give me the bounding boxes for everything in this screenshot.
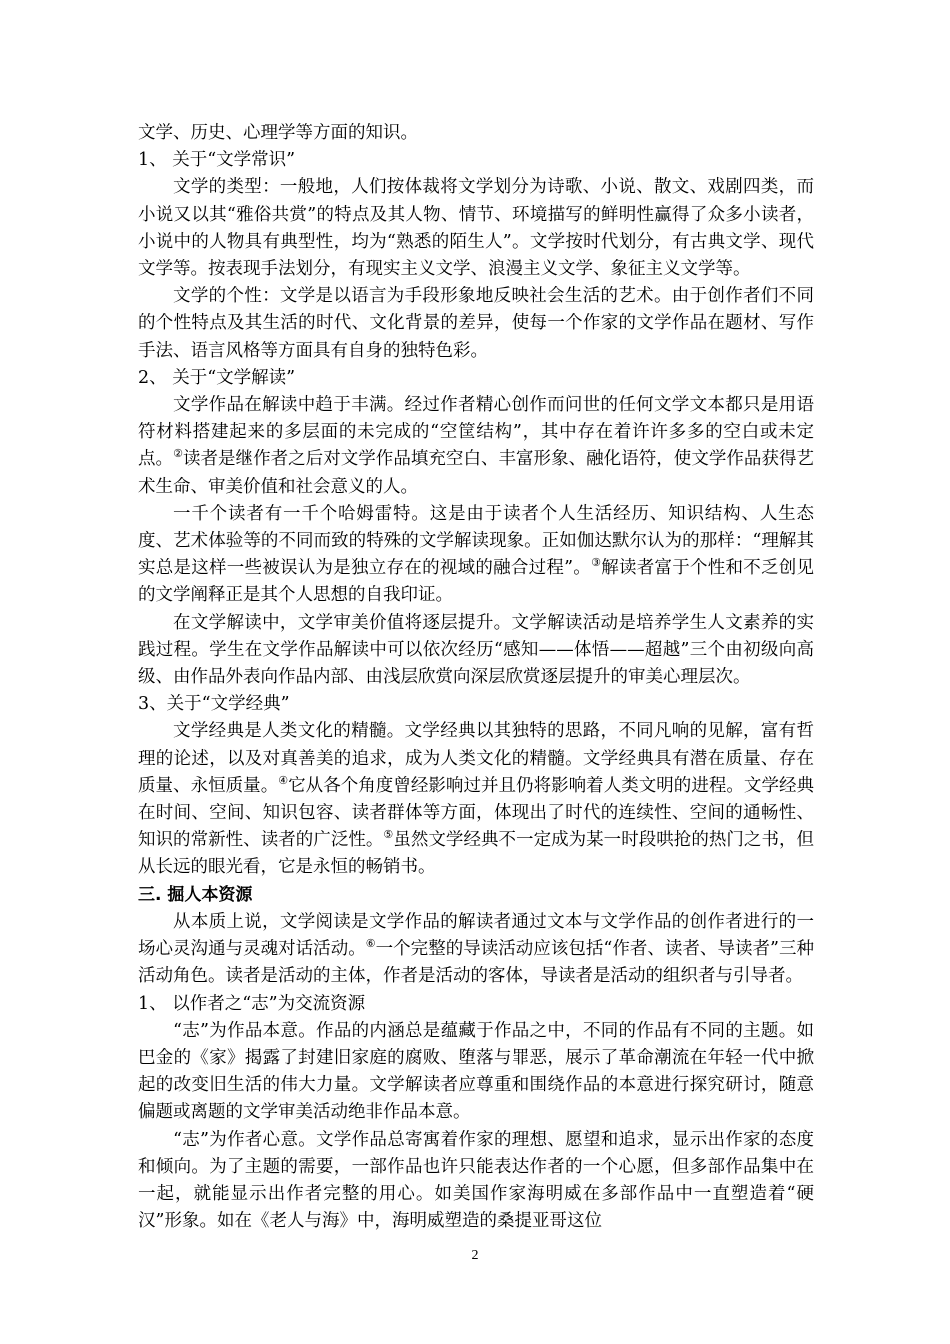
paragraph-aesthetic-value: 在文学解读中，文学审美价值将逐层提升。文学解读活动是培养学生人文素养的实践过程。学生在文学作品解读中可以依次经历“感知——体悟——超越”三个由初级向高级、由作品外表向作品内部、由浅层欣赏向深层欣赏逐层提升的审美心理层次。	[138, 612, 814, 688]
paragraph-continuation: 文学、历史、心理学等方面的知识。	[138, 123, 418, 143]
section-heading-literary-classics: 3、关于“文学经典”	[138, 694, 290, 715]
footnote-ref-6: ⑥	[365, 937, 376, 951]
paragraph-classics-essence: 文学经典是人类文化的精髓。文学经典以其独特的思路，不同凡响的见解，富有哲理的论述，以及对真善美的追求，成为人类文化的精髓。文学经典具有潜在质量、存在质量、永恒质量。④它从各个角度曾经影响过并且仍将影响着人类文明的进程。文学经典在时间、空间、知识包容、读者群体等方面，体现出了时代的连续性、空间的通畅性、知识的常新性、读者的广泛性。⑤虽然文学经典不一定成为某一时段哄抢的热门之书，但从长远的眼光看，它是永恒的畅销书。	[138, 721, 815, 878]
paragraph-literature-types: 文学的类型：一般地，人们按体裁将文学划分为诗歌、小说、散文、戏剧四类，而小说又以其“雅俗共赏”的特点及其人物、情节、环境描写的鲜明性赢得了众多小读者，小说中的人物具有典型性，均为“熟悉的陌生人”。文学按时代划分，有古典文学、现代文学等。按表现手法划分，有现实主义文学、浪漫主义文学、象征主义文学等。	[138, 177, 814, 280]
paragraph-interpretation-fullness: 文学作品在解读中趋于丰满。经过作者精心创作而问世的任何文学文本都只是用语符材料搭建起来的多层面的未完成的“空筐结构”，其中存在着许许多多的空白或未定点。②读者是继作者之后对文学作品填充空白、丰富形象、融化语符，使文学作品获得艺术生命、审美价值和社会意义的人。	[138, 395, 815, 497]
paragraph-literature-individuality: 文学的个性：文学是以语言为手段形象地反映社会生活的艺术。由于创作者们不同的个性特点及其生活的时代、文化背景的差异，使每一个作家的文学作品在题材、写作手法、语言风格等方面具有自身的独特色彩。	[138, 286, 814, 361]
footnote-ref-5: ⑤	[383, 828, 394, 842]
paragraph-author-intent: “志”为作者心意。文学作品总寄寓着作家的理想、愿望和追求，显示出作家的态度和倾向。为了主题的需要，一部作品也许只能表达作者的一个心愿，但多部作品集中在一起，就能显示出作者完整的用心。如美国作家海明威在多部作品中一直塑造着“硬汉”形象。如在《老人与海》中，海明威塑造的桑提亚哥这位	[138, 1129, 814, 1232]
paragraph-hamlet: 一千个读者有一千个哈姆雷特。这是由于读者个人生活经历、知识结构、人生态度、艺术体验等的不同而致的特殊的文学解读现象。正如伽达默尔认为的那样：“理解其实总是这样一些被误认为是独立存在的视域的融合过程”。③解读者富于个性和不乏创见的文学阐释正是其个人思想的自我印证。	[138, 503, 814, 606]
paragraph-reading-dialogue: 从本质上说，文学阅读是文学作品的解读者通过文本与文学作品的创作者进行的一场心灵沟通与灵魂对话活动。⑥一个完整的导读活动应该包括“作者、读者、导读者”三种活动角色。读者是活动的主体，作者是活动的客体，导读者是活动的组织者与引导者。	[138, 911, 814, 987]
section-heading-literary-knowledge: 1、 关于“文学常识”	[138, 150, 296, 171]
footnote-ref-2: ②	[173, 447, 183, 461]
footnote-ref-3: ③	[591, 556, 602, 570]
section-heading-literary-interpretation: 2、 关于“文学解读”	[138, 367, 296, 388]
page-number: 2	[471, 1248, 479, 1263]
section-heading-human-resources: 三. 掘人本资源	[138, 884, 253, 905]
footnote-ref-4: ④	[278, 774, 289, 788]
document-body	[138, 120, 814, 1235]
paragraph-work-intent: “志”为作品本意。作品的内涵总是蕴藏于作品之中，不同的作品有不同的主题。如巴金的《家》揭露了封建旧家庭的腐败、堕落与罪恶，展示了革命潮流在年轻一代中掀起的改变旧生活的伟大力量。文学解读者应尊重和围绕作品的本意进行探究研讨，随意偏题或离题的文学审美活动绝非作品本意。	[138, 1020, 814, 1123]
section-heading-author-intent: 1、 以作者之“志”为交流资源	[138, 993, 366, 1014]
